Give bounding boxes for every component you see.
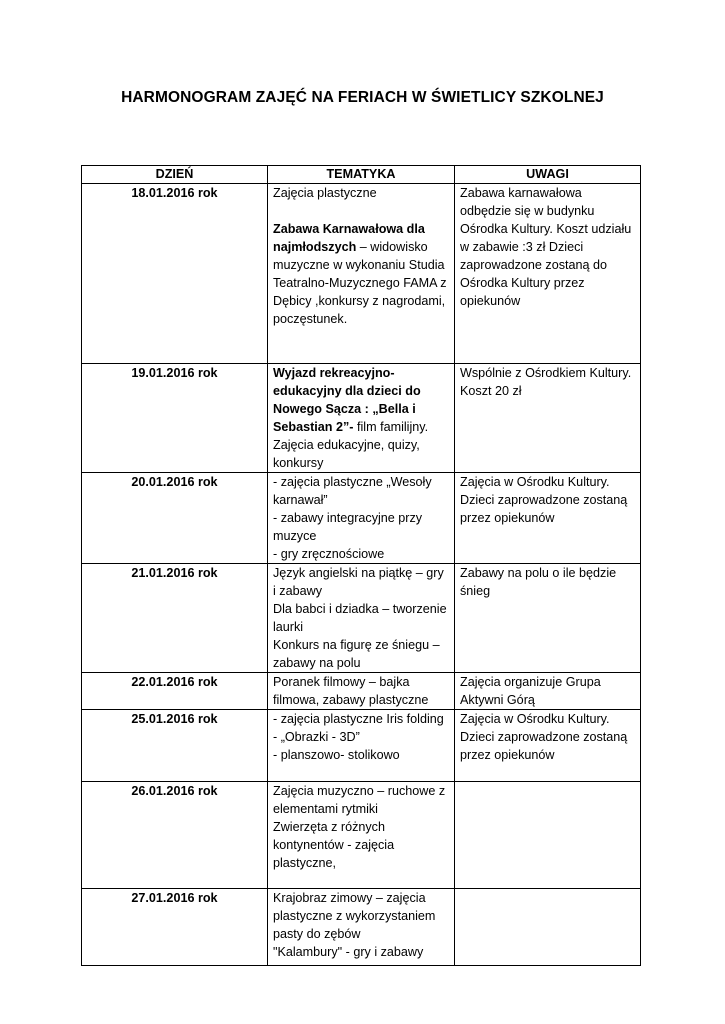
notes-cell: Zajęcia w Ośrodku Kultury. Dzieci zaprowadzone zostaną przez opiekunów <box>455 710 641 782</box>
topic-text: – widowisko muzyczne w wykonaniu Studia Teatralno-Muzycznego FAMA z Dębicy ,konkursy z nagrodami, poczęstunek. <box>273 240 447 326</box>
day-cell: 18.01.2016 rok <box>82 184 268 364</box>
table-row <box>82 710 641 782</box>
notes-cell <box>455 782 641 889</box>
column-header-day: DZIEŃ <box>82 166 268 184</box>
topic-line: - zajęcia plastyczne Iris folding - „Obrazki - 3D” <box>273 712 444 744</box>
day-cell: 27.01.2016 rok <box>82 889 268 966</box>
topic-line: Zajęcia muzyczno – ruchowe z elementami rytmiki <box>273 784 446 816</box>
table-row <box>82 782 641 889</box>
notes-cell: Zajęcia w Ośrodku Kultury. Dzieci zaprowadzone zostaną przez opiekunów <box>455 473 641 564</box>
topic-line: "Kalambury" - gry i zabawy <box>273 945 424 959</box>
topic-line: Zwierzęta z różnych kontynentów - zajęcia plastyczne, <box>273 820 395 870</box>
topic-cell <box>268 782 455 889</box>
topic-cell <box>268 473 455 564</box>
notes-cell: Zajęcia organizuje Grupa Aktywni Górą <box>455 673 641 710</box>
topic-bold-text: Wyjazd rekreacyjno-edukacyjny dla dzieci do Nowego Sącza : „Bella i Sebastian 2”- <box>273 366 421 434</box>
table-row <box>82 473 641 564</box>
topic-line: - zabawy integracyjne przy muzyce <box>273 511 423 543</box>
table-row <box>82 184 641 364</box>
day-cell: 26.01.2016 rok <box>82 782 268 889</box>
document-title: HARMONOGRAM ZAJĘĆ NA FERIACH W ŚWIETLICY SZKOLNEJ <box>121 89 604 106</box>
topic-cell <box>268 710 455 782</box>
topic-line: Poranek filmowy – bajka filmowa, zabawy plastyczne <box>273 675 429 707</box>
day-cell: 21.01.2016 rok <box>82 564 268 673</box>
day-cell: 25.01.2016 rok <box>82 710 268 782</box>
topic-cell <box>268 673 455 710</box>
topic-line: Zajęcia plastyczne <box>273 186 377 200</box>
topic-cell <box>268 889 455 966</box>
schedule-table <box>81 165 641 966</box>
topic-line: - zajęcia plastyczne „Wesoły karnawał” <box>273 475 432 507</box>
topic-line: Krajobraz zimowy – zajęcia plastyczne z wykorzystaniem pasty do zębów <box>273 891 436 941</box>
topic-cell <box>268 364 455 473</box>
topic-cell <box>268 564 455 673</box>
topic-bold-text: Zabawa Karnawałowa dla najmłodszych – widowisko muzyczne w wykonaniu Studia Teatralno-Muzycznego FAMA z Dębicy ,konkursy z nagrodami, poczęstunek. <box>273 222 447 326</box>
notes-cell <box>455 889 641 966</box>
table-row <box>82 889 641 966</box>
day-cell: 22.01.2016 rok <box>82 673 268 710</box>
topic-line: Dla babci i dziadka – tworzenie laurki <box>273 602 447 634</box>
day-cell: 19.01.2016 rok <box>82 364 268 473</box>
notes-cell: Zabawy na polu o ile będzie śnieg <box>455 564 641 673</box>
header-row <box>82 166 641 184</box>
topic-line: Język angielski na piątkę – gry i zabawy <box>273 566 444 598</box>
topic-cell <box>268 184 455 364</box>
notes-cell: Wspólnie z Ośrodkiem Kultury. Koszt 20 zł <box>455 364 641 473</box>
table-row <box>82 673 641 710</box>
topic-line: - planszowo- stolikowo <box>273 748 400 762</box>
table-row <box>82 364 641 473</box>
topic-text: film familijny. Zajęcia edukacyjne, quizy, konkursy <box>273 420 429 470</box>
table-row <box>82 564 641 673</box>
topic-line: Konkurs na figurę ze śniegu – zabawy na polu <box>273 638 440 670</box>
column-header-topic: TEMATYKA <box>268 166 455 184</box>
column-header-notes: UWAGI <box>455 166 641 184</box>
notes-cell: Zabawa karnawałowa odbędzie się w budynku Ośrodka Kultury. Koszt udziału w zabawie :3 zł Dzieci zaprowadzone zostaną do Ośrodka Kultury przez opiekunów <box>455 184 641 364</box>
topic-line: - gry zręcznościowe <box>273 547 385 561</box>
day-cell: 20.01.2016 rok <box>82 473 268 564</box>
